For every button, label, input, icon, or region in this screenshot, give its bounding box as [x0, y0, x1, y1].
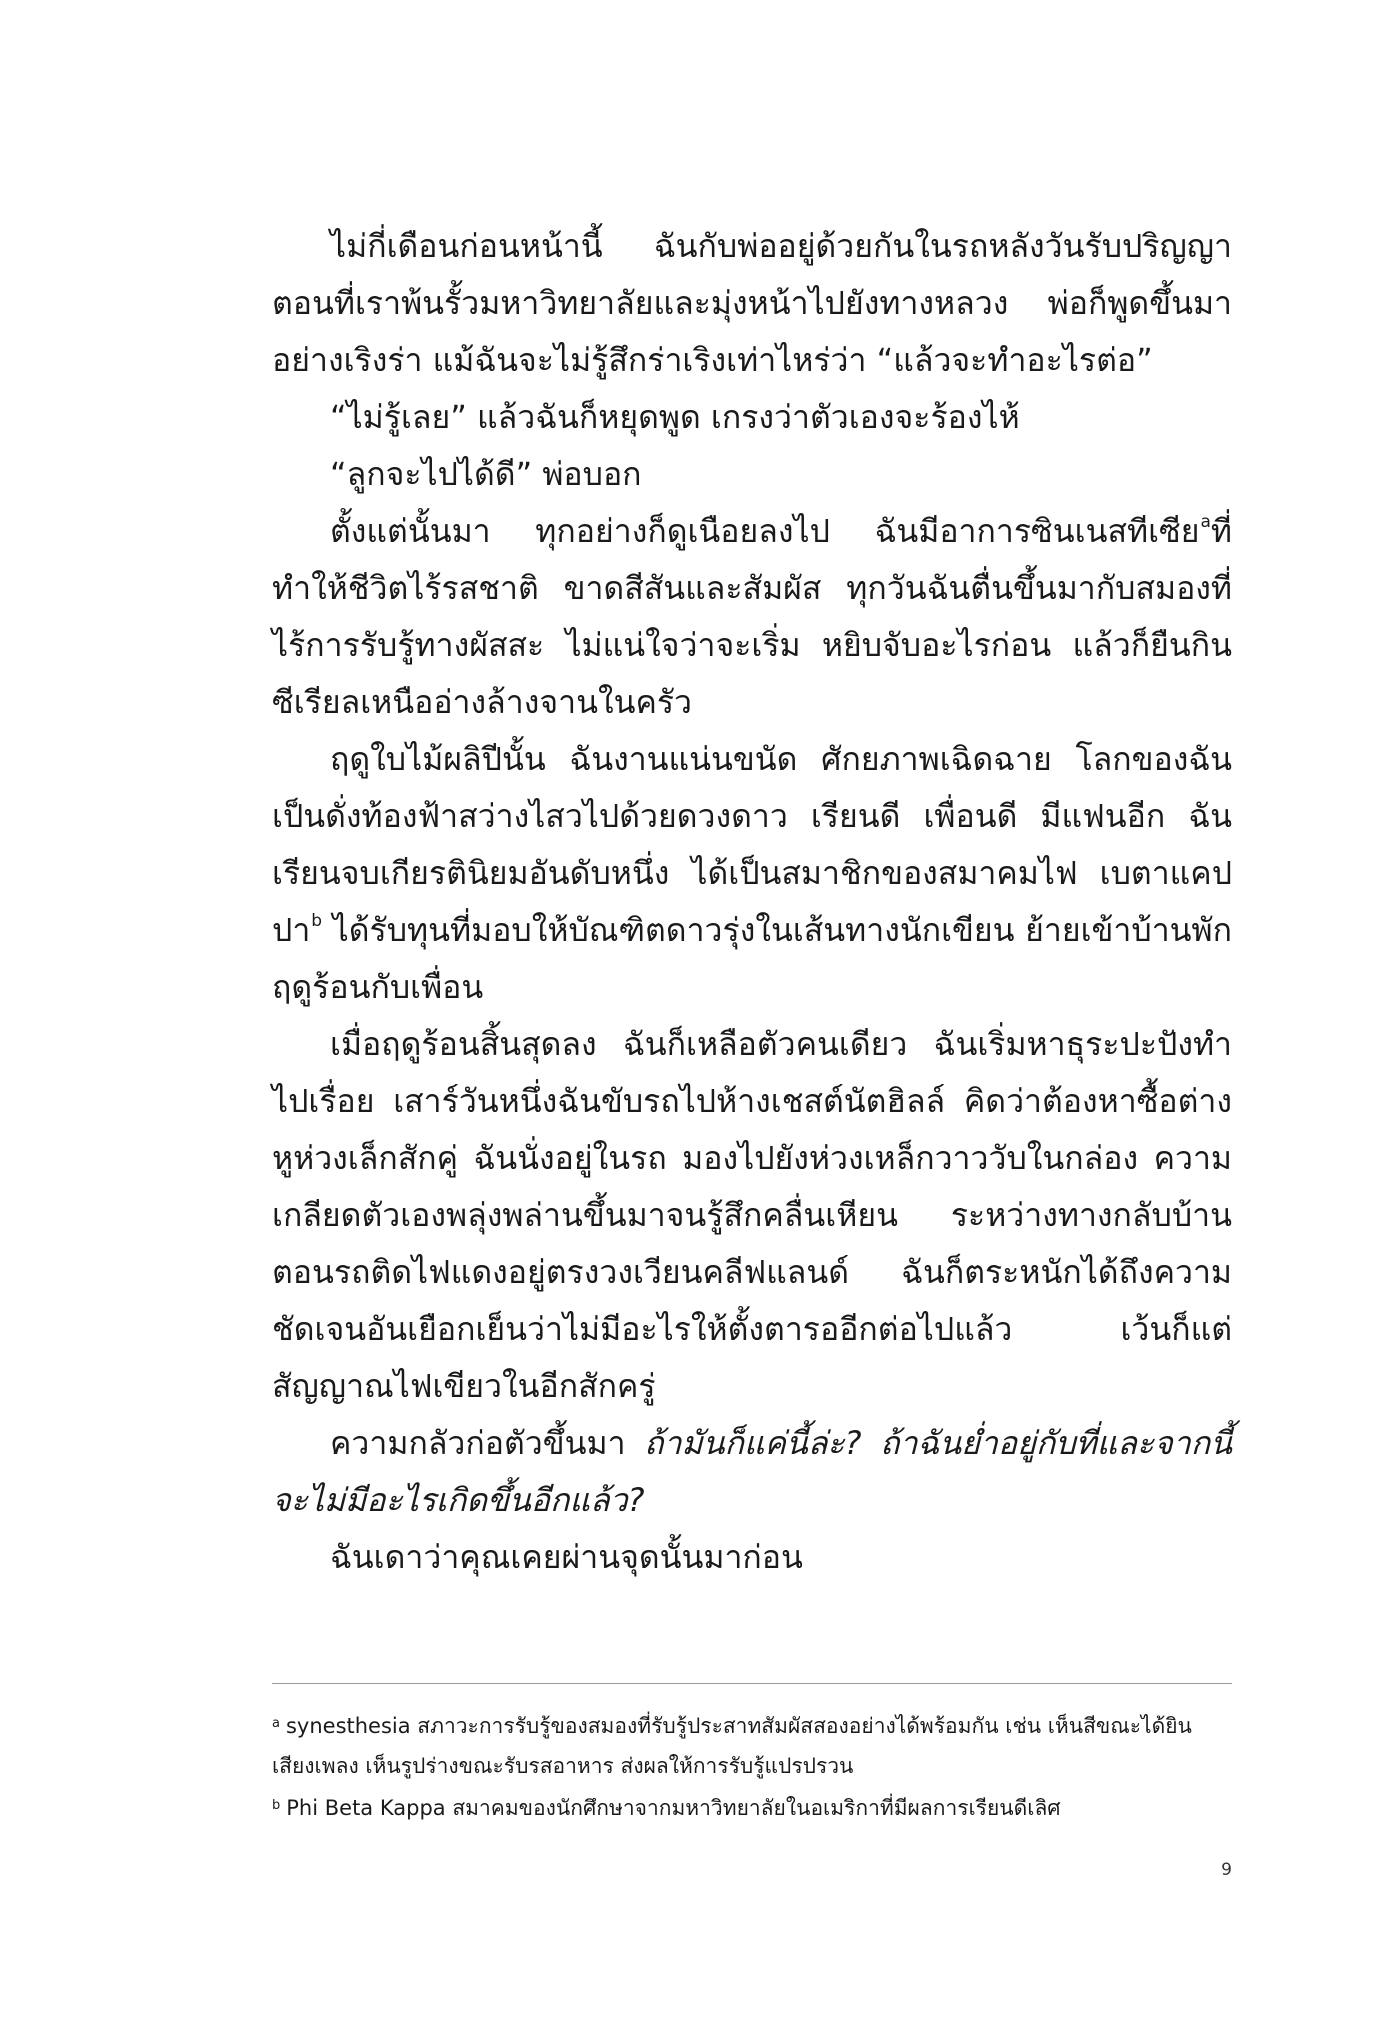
page-number: 9	[1221, 1860, 1232, 1880]
paragraph: ฉันเดาว่าคุณเคยผ่านจุดนั้นมาก่อน	[330, 1538, 803, 1576]
footnote-ref-a[interactable]: a	[1200, 512, 1211, 532]
footnote-divider	[272, 1683, 1232, 1684]
footnote-a	[272, 1704, 1232, 1786]
footnote-b	[272, 1786, 1232, 1828]
paragraph: ไม่กี่เดือนก่อนหน้านี้ ฉันกับพ่ออยู่ด้วยกันในรถหลังวันรับปริญญา ตอนที่เราพ้นรั้วมหาวิทยาลัยและมุ่งหน้าไปยังทางหลวง พ่อก็พูดขึ้นมาอย่างเริงร่า แม้ฉันจะไม่รู้สึกร่าเริงเท่าไหร่ว่า “แล้วจะทำอะไรต่อ”	[272, 227, 1232, 379]
paragraph-text: ฤดูใบไม้ผลิปีนั้น ฉันงานแน่นขนัด ศักยภาพเฉิดฉาย โลกของฉันเป็นดั่งท้องฟ้าสว่างไสวไปด้วยดวงดาว เรียนดี เพื่อนดี มีแฟนอีก ฉันเรียนจบเกียรตินิยมอันดับหนึ่ง ได้เป็นสมาชิกของสมาคมไฟ เบตาแคปปา	[272, 740, 1232, 949]
footnote-text: synesthesia สภาวะการรับรู้ของสมองที่รับรู้ประสาทสัมผัสสองอย่างได้พร้อมกัน เช่น เห็นสีขณะได้ยินเสียงเพลง เห็นรูปร่างขณะรับรสอาหาร ส่งผลให้การรับรู้แปรปรวน	[272, 1714, 1192, 1778]
paragraph	[272, 503, 1232, 731]
paragraph-text: ความกลัวก่อตัวขึ้นมา	[330, 1424, 645, 1462]
footnote-ref-b[interactable]: b	[311, 911, 323, 931]
paragraph: “ไม่รู้เลย” แล้วฉันก็หยุดพูด เกรงว่าตัวเองจะร้องไห้	[330, 398, 1020, 436]
italic-thought: ถ้ามันก็แค่นี้ล่ะ? ถ้าฉันย่ำอยู่กับที่และจากนี้จะไม่มีอะไรเกิดขึ้นอีกแล้ว?	[272, 1424, 1233, 1519]
paragraph-text: ได้รับทุนที่มอบให้บัณฑิตดาวรุ่งในเส้นทางนักเขียน ย้ายเข้าบ้านพักฤดูร้อนกับเพื่อน	[272, 911, 1232, 1006]
footnote-mark: a	[272, 1716, 280, 1731]
footnote-mark: b	[272, 1798, 281, 1813]
footnote-text: Phi Beta Kappa สมาคมของนักศึกษาจากมหาวิทยาลัยในอเมริกาที่มีผลการเรียนดีเลิศ	[286, 1796, 1061, 1820]
body-text	[272, 218, 1232, 1586]
paragraph: เมื่อฤดูร้อนสิ้นสุดลง ฉันก็เหลือตัวคนเดียว ฉันเริ่มหาธุระปะปังทำไปเรื่อย เสาร์วันหนึ่งฉันขับรถไปห้างเชสต์นัตฮิลล์ คิดว่าต้องหาซื้อต่างหูห่วงเล็กสักคู่ ฉันนั่งอยู่ในรถ มองไปยังห่วงเหล็กวาววับในกล่อง ความเกลียดตัวเองพลุ่งพล่านขึ้นมาจนรู้สึกคลื่นเหียน ระหว่างทางกลับบ้านตอนรถติดไฟแดงอยู่ตรงวงเวียนคลีฟแลนด์ ฉันก็ตระหนักได้ถึงความชัดเจนอันเยือกเย็นว่าไม่มีอะไรให้ตั้งตารออีกต่อไปแล้ว เว้นก็แต่สัญญาณไฟเขียวในอีกสักครู่	[272, 1025, 1232, 1405]
footnotes	[272, 1704, 1232, 1828]
paragraph: “ลูกจะไปได้ดี” พ่อบอก	[330, 455, 642, 493]
paragraph-text: ตั้งแต่นั้นมา ทุกอย่างก็ดูเนือยลงไป ฉันมีอาการซินเนสทีเซีย	[330, 512, 1200, 550]
paragraph	[272, 731, 1232, 1016]
paragraph-text: ที่ทำให้ชีวิตไร้รสชาติ ขาดสีสันและสัมผัส ทุกวันฉันตื่นขึ้นมากับสมองที่ไร้การรับรู้ทางผัสสะ ไม่แน่ใจว่าจะเริ่ม หยิบจับอะไรก่อน แล้วก็ยืนกินซีเรียลเหนืออ่างล้างจานในครัว	[272, 512, 1232, 721]
paragraph	[272, 1415, 1232, 1529]
